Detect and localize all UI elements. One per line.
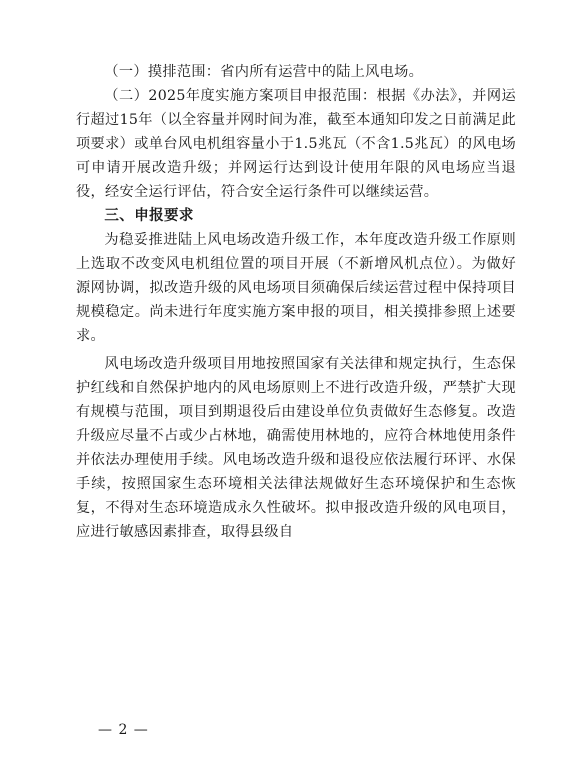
page-number: — 2 — bbox=[98, 722, 149, 738]
paragraph-survey-scope: （一）摸排范围：省内所有运营中的陆上风电场。 bbox=[104, 64, 424, 80]
section-heading-requirements: 三、申报要求 bbox=[104, 208, 194, 224]
paragraph-declaration-scope: （二）2025年度实施方案项目申报范围：根据《办法》，并网运行超过15年（以全容量并网时间为准，截至本通知印发之日前满足此项要求）或单台风电机组容量小于1.5兆瓦（不含1.5兆瓦）的风电场可申请开展改造升级；并网运行达到设计使用年限的风电场应当退役，经安全运行评估，符合安全运行条件可以继续运营。 bbox=[76, 88, 516, 200]
paragraph-requirements-principle: 为稳妥推进陆上风电场改造升级工作，本年度改造升级工作原则上选取不改变风电机组位置的项目开展（不新增风机点位）。为做好源网协调，拟改造升级的风电场项目须确保后续运营过程中保持项目规模稳定。尚未进行年度实施方案申报的项目，相关摸排参照上述要求。 bbox=[76, 232, 516, 344]
document-body bbox=[76, 60, 516, 544]
paragraph-land-environment: 风电场改造升级项目用地按照国家有关法律和规定执行，生态保护红线和自然保护地内的风电场原则上不进行改造升级，严禁扩大现有规模与范围，项目到期退役后由建设单位负责做好生态修复。改造升级应尽量不占或少占林地，确需使用林地的，应符合林地使用条件并依法办理使用手续。风电场改造升级和退役应依法履行环评、水保手续，按照国家生态环境相关法律法规做好生态环境保护和生态恢复，不得对生态环境造成永久性破坏。拟申报改造升级的风电项目，应进行敏感因素排查，取得县级自 bbox=[76, 356, 516, 540]
